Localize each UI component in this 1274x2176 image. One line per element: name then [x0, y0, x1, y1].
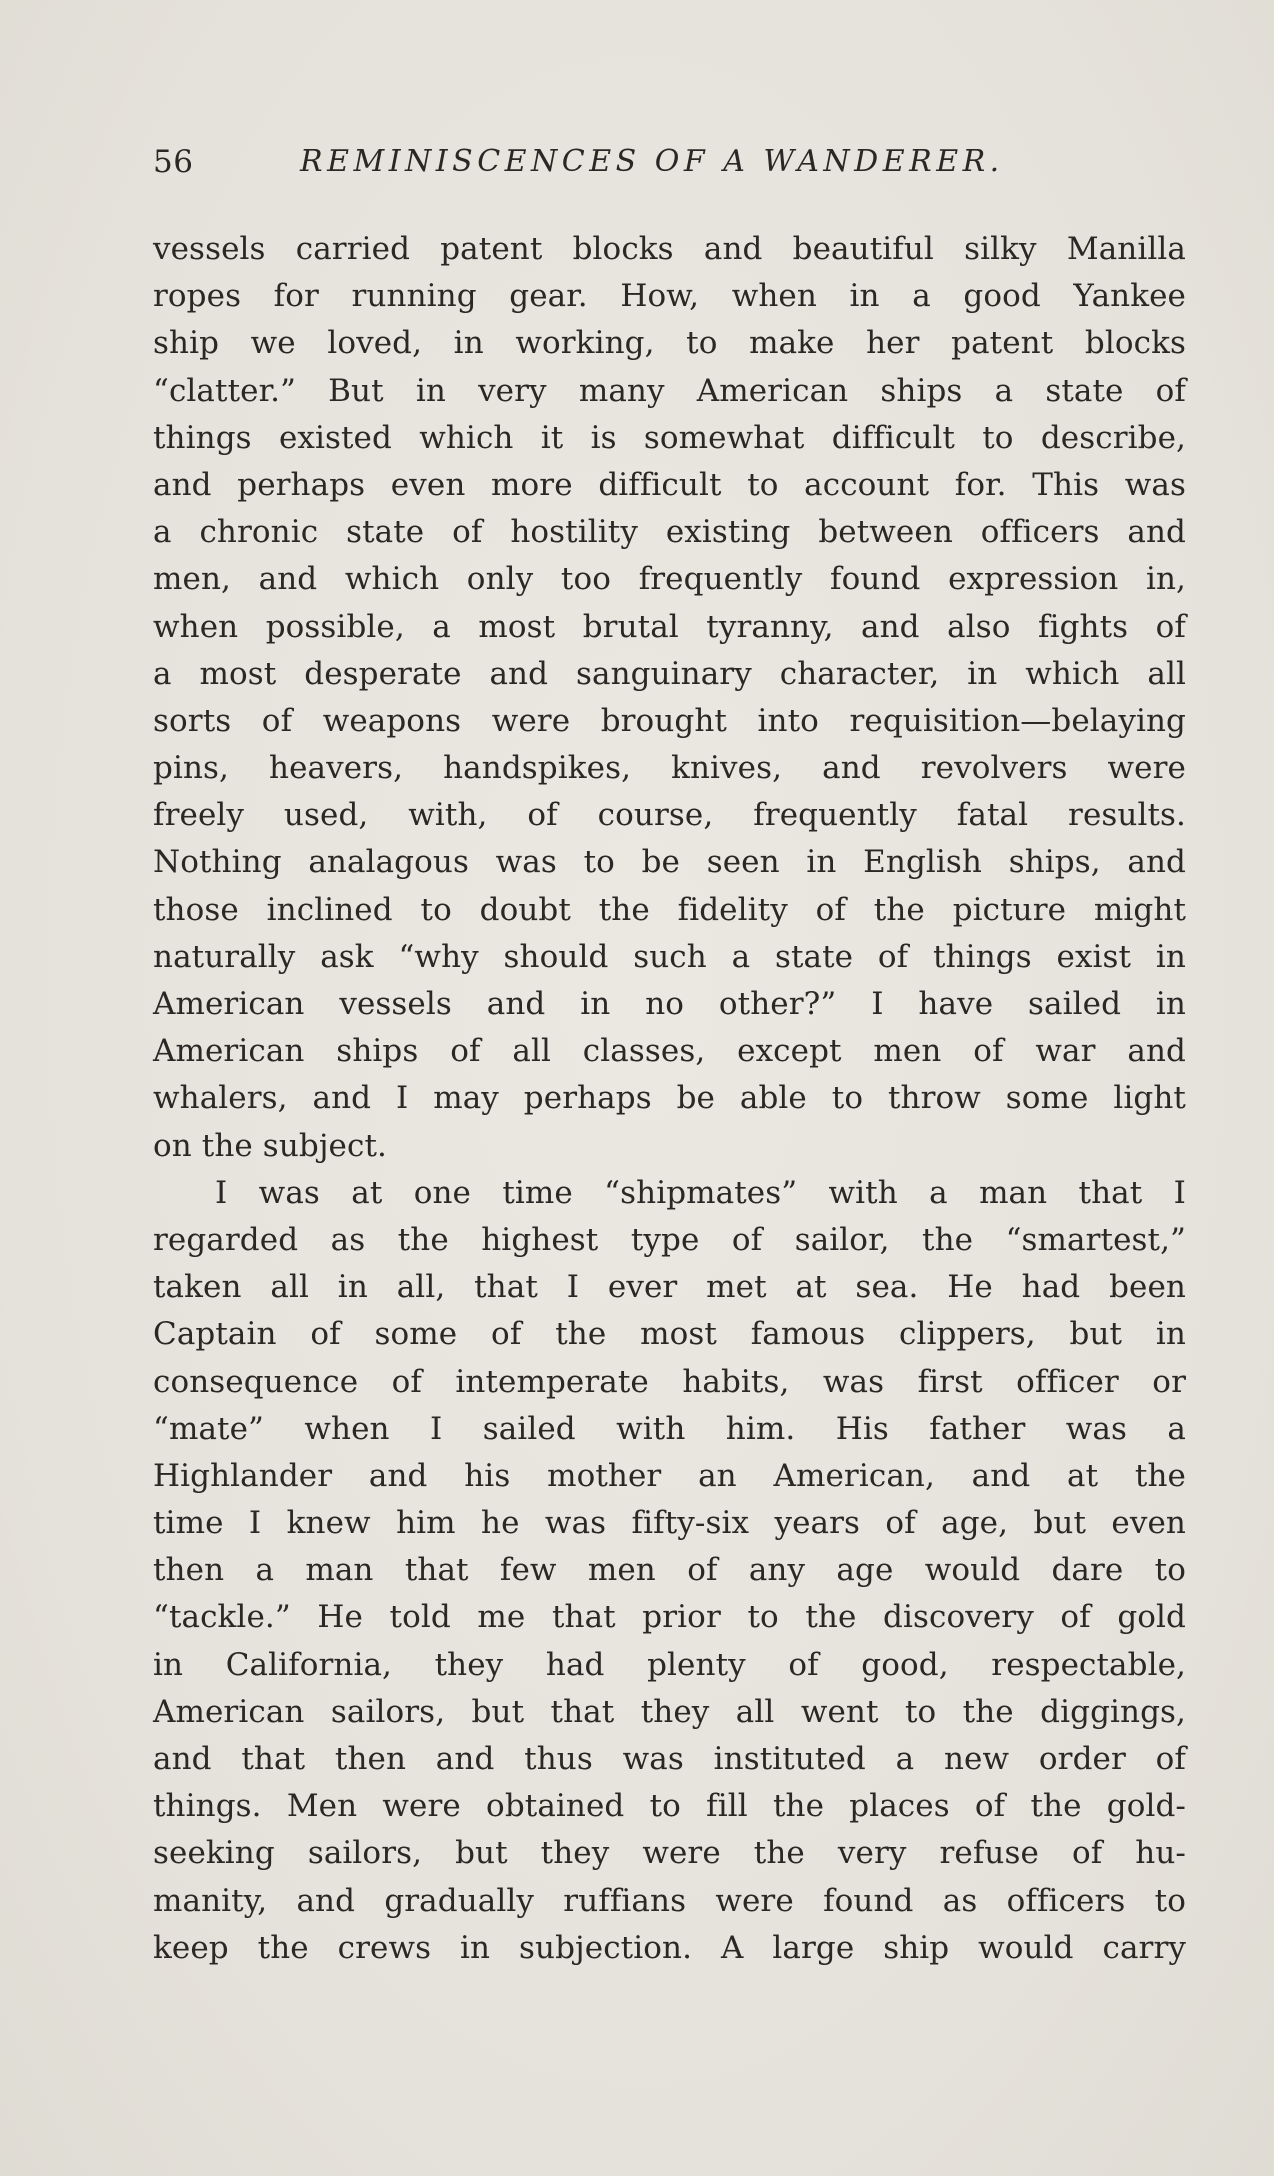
text-line: American ships of all classes, except men of war and	[153, 1033, 1186, 1070]
text-line: sorts of weapons were brought into requisition—belaying	[153, 702, 1186, 739]
text-line: I was at one time “shipmates” with a man that I	[215, 1174, 1186, 1211]
text-line: in California, they had plenty of good, respectable,	[153, 1646, 1186, 1683]
page-header	[153, 140, 1183, 184]
text-line: on the subject.	[153, 1127, 387, 1164]
body-text	[153, 226, 1186, 1972]
text-line: American sailors, but that they all went to the diggings,	[153, 1693, 1186, 1730]
text-line: Captain of some of the most famous clippers, but in	[153, 1316, 1186, 1353]
page-number: 56	[153, 144, 194, 180]
text-line: a chronic state of hostility existing between officers and	[153, 514, 1186, 551]
text-line: keep the crews in subjection. A large ship would carry	[153, 1929, 1186, 1966]
text-line: pins, heavers, handspikes, knives, and revolvers were	[153, 750, 1186, 787]
text-line: things existed which it is somewhat difficult to describe,	[153, 419, 1186, 456]
text-line: men, and which only too frequently found expression in,	[153, 561, 1186, 598]
text-line: vessels carried patent blocks and beautiful silky Manilla	[153, 231, 1186, 267]
text-line: whalers, and I may perhaps be able to throw some light	[153, 1080, 1186, 1117]
running-title: REMINISCENCES OF A WANDERER.	[300, 144, 1004, 179]
text-line: seeking sailors, but they were the very refuse of hu-	[153, 1835, 1186, 1872]
text-line: and that then and thus was instituted a new order of	[153, 1741, 1186, 1777]
text-line: a most desperate and sanguinary character, in which all	[153, 655, 1186, 692]
text-line: consequence of intemperate habits, was first officer or	[153, 1363, 1186, 1400]
text-line: Nothing analagous was to be seen in English ships, and	[153, 844, 1186, 881]
text-line: then a man that few men of any age would dare to	[153, 1552, 1186, 1589]
text-line: naturally ask “why should such a state of things exist in	[153, 938, 1186, 975]
text-line: ropes for running gear. How, when in a good Yankee	[153, 278, 1186, 315]
text-line: “mate” when I sailed with him. His father was a	[153, 1410, 1186, 1447]
text-line: American vessels and in no other?” I have sailed in	[153, 986, 1186, 1022]
text-line: ship we loved, in working, to make her patent blocks	[153, 325, 1186, 362]
text-line: “clatter.” But in very many American ships a state of	[153, 372, 1186, 409]
text-line: manity, and gradually ruffians were found as officers to	[153, 1882, 1186, 1919]
text-line: “tackle.” He told me that prior to the discovery of gold	[153, 1599, 1186, 1636]
text-line: things. Men were obtained to fill the places of the gold-	[153, 1788, 1186, 1825]
text-line: Highlander and his mother an American, and at the	[153, 1457, 1186, 1494]
text-line: those inclined to doubt the fidelity of the picture might	[153, 891, 1186, 928]
text-line: freely used, with, of course, frequently fatal results.	[153, 797, 1186, 834]
text-line: regarded as the highest type of sailor, the “smartest,”	[153, 1221, 1186, 1258]
text-line: taken all in all, that I ever met at sea. He had been	[153, 1269, 1186, 1306]
text-line: time I knew him he was fifty-six years of age, but even	[153, 1505, 1186, 1542]
text-line: and perhaps even more difficult to account for. This was	[153, 466, 1186, 503]
text-line: when possible, a most brutal tyranny, and also fights of	[153, 608, 1186, 645]
